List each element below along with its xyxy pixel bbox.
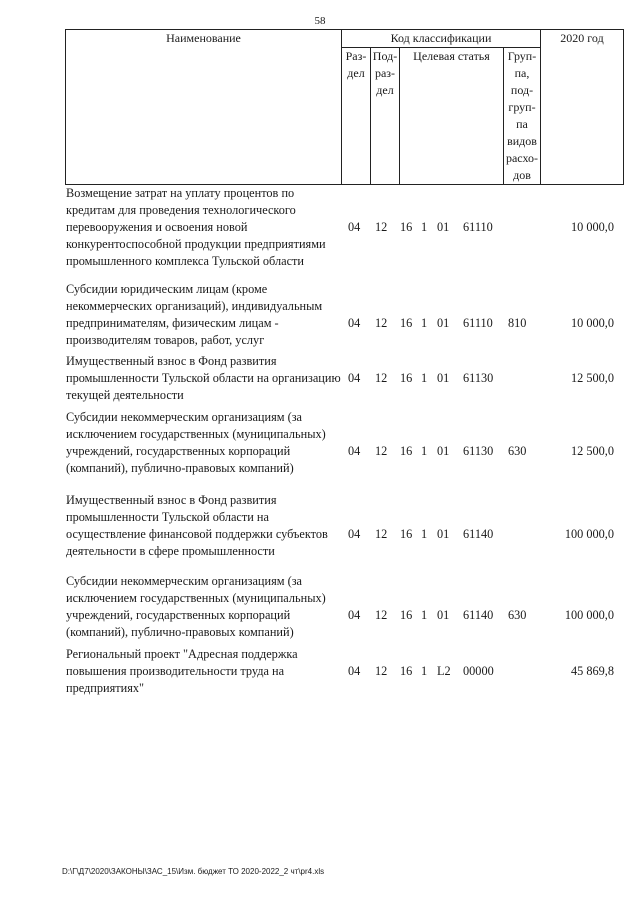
header-target: Целевая статья xyxy=(400,48,504,185)
row-code-podrazdel: 12 xyxy=(375,527,388,541)
header-razdel: Раз- дел xyxy=(342,48,371,185)
row-code-t2: 1 xyxy=(421,444,428,458)
row-code-podrazdel: 12 xyxy=(375,220,388,234)
row-code-t2: 1 xyxy=(421,220,428,234)
row-code-t4: 61130 xyxy=(463,371,494,385)
header-year: 2020 год xyxy=(541,30,624,185)
row-code-podrazdel: 12 xyxy=(375,316,388,330)
header-classification: Код классификации xyxy=(342,30,541,48)
row-code-razdel: 04 xyxy=(348,371,361,385)
row-code-t1: 16 xyxy=(400,608,413,622)
row-code-t2: 1 xyxy=(421,371,428,385)
row-code-t3: L2 xyxy=(437,664,451,678)
row-name: Имущественный взнос в Фонд развития промышленности Тульской области на организацию текущей деятельности xyxy=(66,354,341,402)
row-code-podrazdel: 12 xyxy=(375,664,388,678)
row-code-t1: 16 xyxy=(400,371,413,385)
row-code-t1: 16 xyxy=(400,527,413,541)
row-code-razdel: 04 xyxy=(348,444,361,458)
row-amount: 12 500,0 xyxy=(570,444,614,458)
row-code-t2: 1 xyxy=(421,316,428,330)
row-code-group: 630 xyxy=(508,444,527,458)
row-amount: 10 000,0 xyxy=(570,220,614,234)
row-code-t3: 01 xyxy=(437,608,450,622)
row-amount: 45 869,8 xyxy=(570,664,614,678)
row-amount: 12 500,0 xyxy=(570,371,614,385)
row-name: Возмещение затрат на уплату процентов по кредитам для проведения технологического перевооружения и освоения новой конкурентоспособной продукции предприятиями промышленного комплекса Тульской области xyxy=(66,186,326,268)
row-code-t3: 01 xyxy=(437,527,450,541)
row-amount: 100 000,0 xyxy=(564,527,614,541)
row-code-t4: 61110 xyxy=(463,316,493,330)
header-group: Груп- па, под- груп- па видов расхо- дов xyxy=(504,48,541,185)
row-code-t2: 1 xyxy=(421,527,428,541)
row-name: Субсидии юридическим лицам (кроме некоммерческих организаций), индивидуальным предпринимателям, физическим лицам - производителям товаров, работ, услуг xyxy=(66,282,323,347)
row-code-t4: 00000 xyxy=(463,664,494,678)
row-code-group: 810 xyxy=(508,316,527,330)
row-code-t4: 61140 xyxy=(463,608,494,622)
footer-file-path: D:\Г\Д7\2020\ЗАКОНЫ\ЗАС_15\Изм. бюджет ТО 2020-2022_2 чт\pr4.xls xyxy=(62,867,325,876)
row-code-podrazdel: 12 xyxy=(375,444,388,458)
page-number: 58 xyxy=(314,15,326,27)
row-code-t1: 16 xyxy=(400,664,413,678)
row-name: Субсидии некоммерческим организациям (за исключением государственных (муниципальных) учреждений, государственных корпораций (компаний), публично-правовых компаний) xyxy=(66,410,326,475)
row-amount: 10 000,0 xyxy=(570,316,614,330)
row-code-podrazdel: 12 xyxy=(375,608,388,622)
row-code-t4: 61110 xyxy=(463,220,493,234)
header-podrazdel: Под- раз- дел xyxy=(371,48,400,185)
row-name: Субсидии некоммерческим организациям (за исключением государственных (муниципальных) учреждений, государственных корпораций (компаний), публично-правовых компаний) xyxy=(66,574,326,639)
row-code-t3: 01 xyxy=(437,220,450,234)
row-code-razdel: 04 xyxy=(348,664,361,678)
row-code-t2: 1 xyxy=(421,608,428,622)
row-code-razdel: 04 xyxy=(348,527,361,541)
row-code-group: 630 xyxy=(508,608,527,622)
row-code-t2: 1 xyxy=(421,664,428,678)
header-table xyxy=(65,29,624,185)
row-code-t1: 16 xyxy=(400,444,413,458)
row-code-t3: 01 xyxy=(437,371,450,385)
row-code-t4: 61140 xyxy=(463,527,494,541)
header-name: Наименование xyxy=(66,30,342,185)
row-code-t3: 01 xyxy=(437,444,450,458)
row-code-razdel: 04 xyxy=(348,220,361,234)
row-code-razdel: 04 xyxy=(348,608,361,622)
row-code-t1: 16 xyxy=(400,220,413,234)
row-code-t4: 61130 xyxy=(463,444,494,458)
row-name: Региональный проект "Адресная поддержка повышения производительности труда на предприятиях" xyxy=(66,647,298,695)
row-code-t3: 01 xyxy=(437,316,450,330)
row-name: Имущественный взнос в Фонд развития промышленности Тульской области на осуществление финансовой поддержки субъектов деятельности в сфере промышленности xyxy=(66,493,328,558)
row-amount: 100 000,0 xyxy=(564,608,614,622)
row-code-podrazdel: 12 xyxy=(375,371,388,385)
row-code-t1: 16 xyxy=(400,316,413,330)
row-code-razdel: 04 xyxy=(348,316,361,330)
